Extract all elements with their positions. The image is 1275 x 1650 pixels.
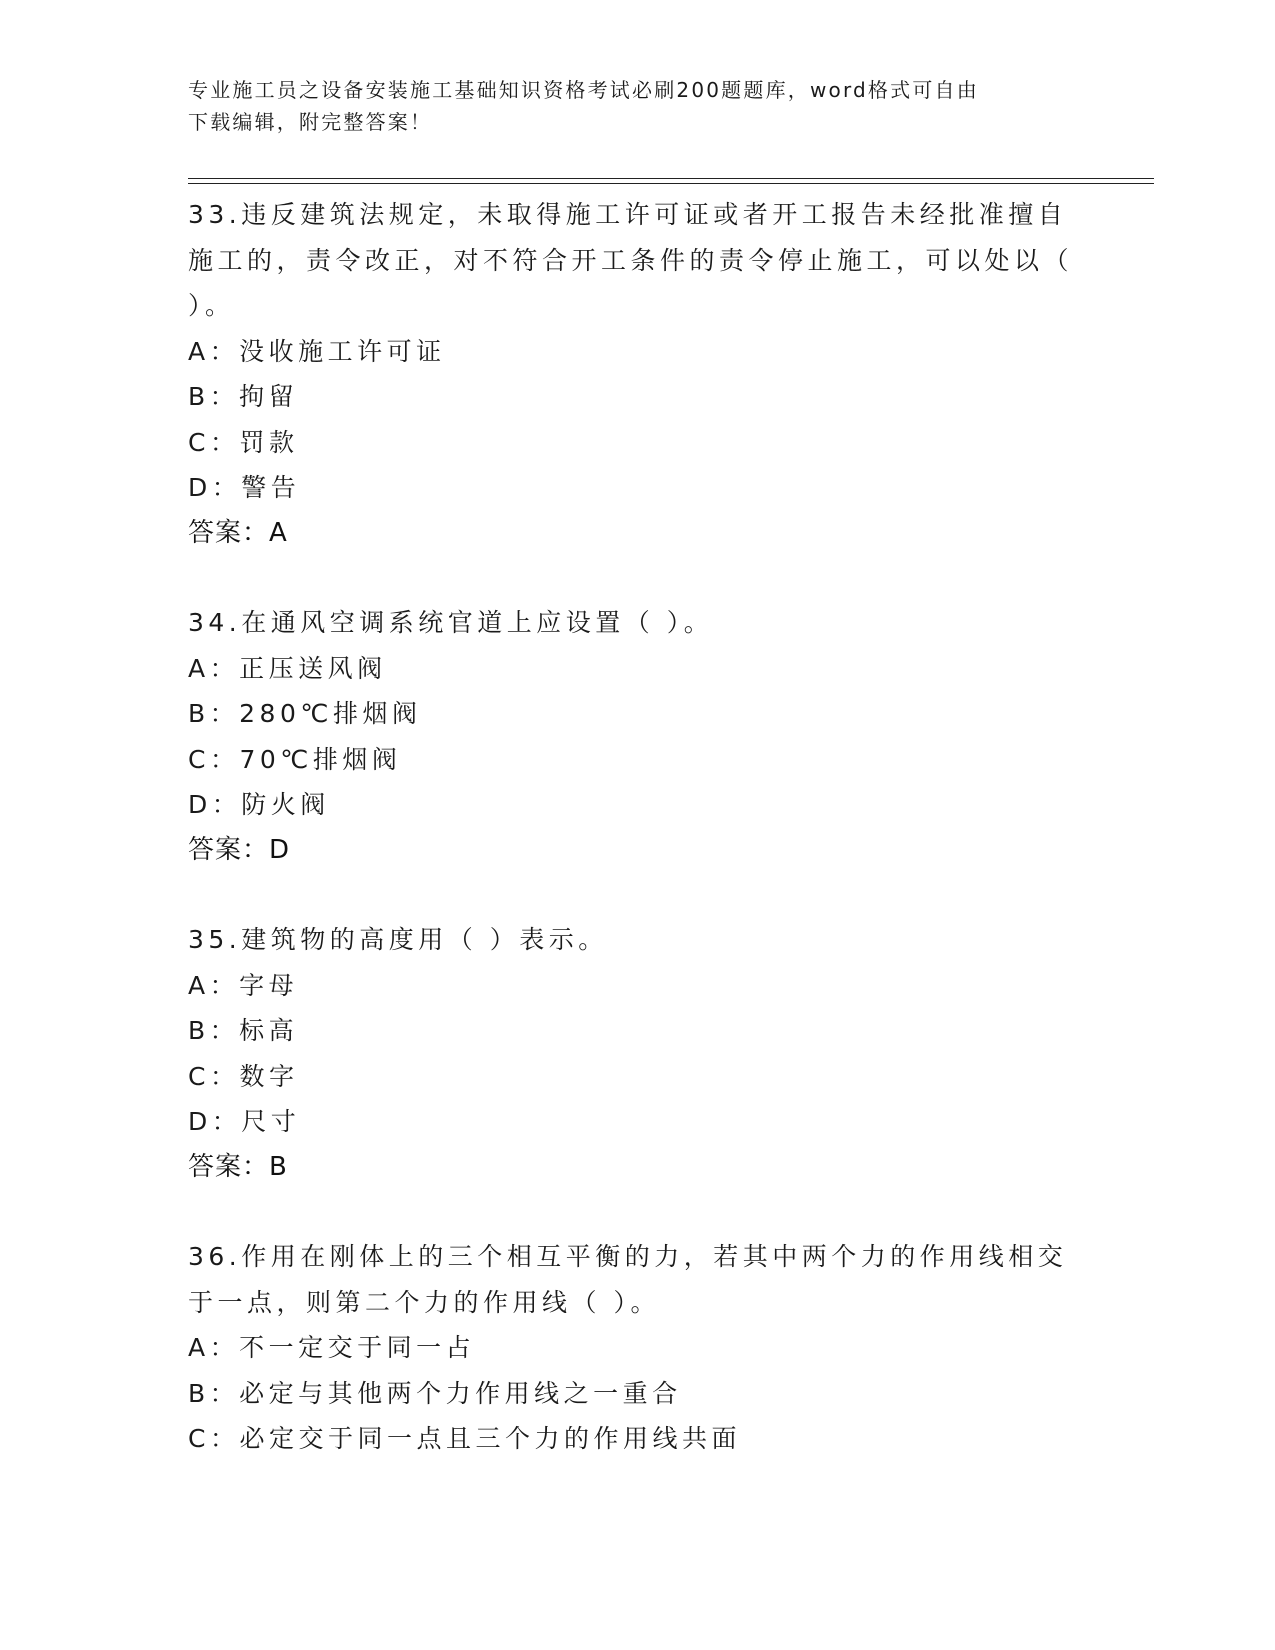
option-c: C：70℃排烟阀 [188, 744, 402, 774]
header-line-1: 专业施工员之设备安装施工基础知识资格考试必刷200题题库，word格式可自由 [188, 78, 979, 102]
option-a: A：正压送风阀 [188, 653, 387, 683]
header-divider-top [188, 178, 1154, 179]
answer-label: 答案：A [188, 517, 288, 548]
document-header [188, 74, 1068, 138]
option-a: A：没收施工许可证 [188, 336, 446, 366]
option-b: B：拘留 [188, 382, 299, 411]
option-a: A：字母 [188, 970, 299, 1000]
option-a: A：不一定交于同一占 [188, 1333, 476, 1362]
question-stem: 35.建筑物的高度用（ ）表示。 [188, 925, 608, 954]
question-list [188, 192, 1088, 1462]
option-b: B：必定与其他两个力作用线之一重合 [188, 1378, 682, 1408]
header-divider-bottom [188, 183, 1154, 184]
option-c: C：数字 [188, 1061, 299, 1091]
question-stem: 36.作用在刚体上的三个相互平衡的力，若其中两个力的作用线相交于一点，则第二个力的作用线（ ）。 [188, 1242, 1068, 1317]
question-36 [188, 1234, 1088, 1462]
question-stem: 34.在通风空调系统官道上应设置（ ）。 [188, 608, 714, 637]
option-c: C：必定交于同一点且三个力的作用线共面 [188, 1424, 741, 1453]
question-34 [188, 600, 1088, 873]
header-line-2: 下载编辑，附完整答案！ [188, 110, 433, 134]
question-33 [188, 192, 1088, 556]
question-stem: 33.违反建筑法规定，未取得施工许可证或者开工报告未经批准擅自施工的，责令改正，对不符合开工条件的责令停止施工，可以处以（ ）。 [188, 200, 1074, 320]
option-c: C：罚款 [188, 427, 299, 457]
option-d: D：警告 [188, 473, 301, 502]
option-b: B：标高 [188, 1016, 299, 1045]
answer-label: 答案：D [188, 834, 291, 865]
option-d: D：防火阀 [188, 790, 330, 819]
option-d: D：尺寸 [188, 1107, 301, 1136]
question-35 [188, 917, 1088, 1190]
option-b: B：280℃排烟阀 [188, 699, 422, 728]
answer-label: 答案：B [188, 1151, 288, 1182]
